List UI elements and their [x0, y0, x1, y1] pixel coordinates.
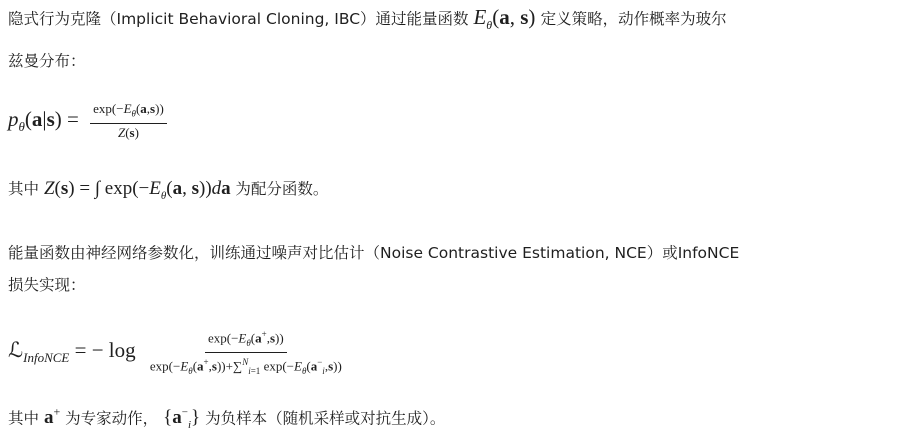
intro-paragraph-line-2	[8, 51, 86, 71]
partition-paragraph	[8, 179, 328, 206]
samples-suffix: 为负样本（随机采样或对抗生成）。	[205, 409, 446, 428]
samples-prefix: 其中	[8, 409, 40, 428]
boltzmann-fraction	[90, 101, 167, 141]
intro-text: 隐式行为克隆（Implicit Behavioral Cloning, IBC）通过能量函数	[8, 10, 469, 28]
nce-paragraph-line-2	[8, 275, 86, 295]
nce-line-1-text: 能量函数由神经网络参数化，训练通过噪声对比估计（Noise Contrastive Estimation, NCE）或InfoNCE	[8, 244, 740, 262]
infonce-equation	[8, 326, 345, 379]
partition-suffix: 为配分函数。	[235, 180, 329, 198]
boltzmann-equation	[8, 101, 167, 141]
intro-tail-text: 定义策略，动作概率为玻尔	[540, 10, 727, 28]
samples-paragraph	[8, 402, 445, 435]
negative-samples-math: $\{a^-_i\}$	[163, 407, 201, 432]
infonce-equation-lhs: ℒ$_{InfoNCE}$ = − log	[8, 338, 141, 366]
intro-paragraph-line-1	[8, 7, 727, 35]
boltzmann-equation-lhs: $p_\theta(a|s)$ =	[8, 106, 85, 134]
nce-line-2-text: 损失实现：	[8, 276, 86, 294]
samples-middle: 为专家动作，	[65, 409, 159, 428]
energy-function-math: $E_\theta(a$, s)	[473, 5, 541, 33]
boltzmann-numerator: $\exp(-E_\theta(a,s))$	[90, 101, 167, 124]
infonce-denominator: $\exp(-E_\theta(a^+,s))+\sum^N_{i=1}$ $\exp(-E_\theta(a^-_i,s))$	[149, 356, 342, 376]
nce-paragraph-line-1	[8, 243, 739, 263]
boltzmann-denominator: Z(s)	[117, 124, 139, 140]
intro-line-2-text: 兹曼分布：	[8, 52, 86, 70]
expert-action-math: a+	[43, 405, 61, 429]
infonce-fraction	[147, 326, 345, 379]
partition-function-math: Z(s) = ∫ $\exp(-E_\theta(a$, s))da	[43, 178, 231, 202]
partition-prefix: 其中	[8, 180, 40, 198]
infonce-numerator: $\exp(-E_\theta(a^+,s))$	[205, 326, 287, 353]
